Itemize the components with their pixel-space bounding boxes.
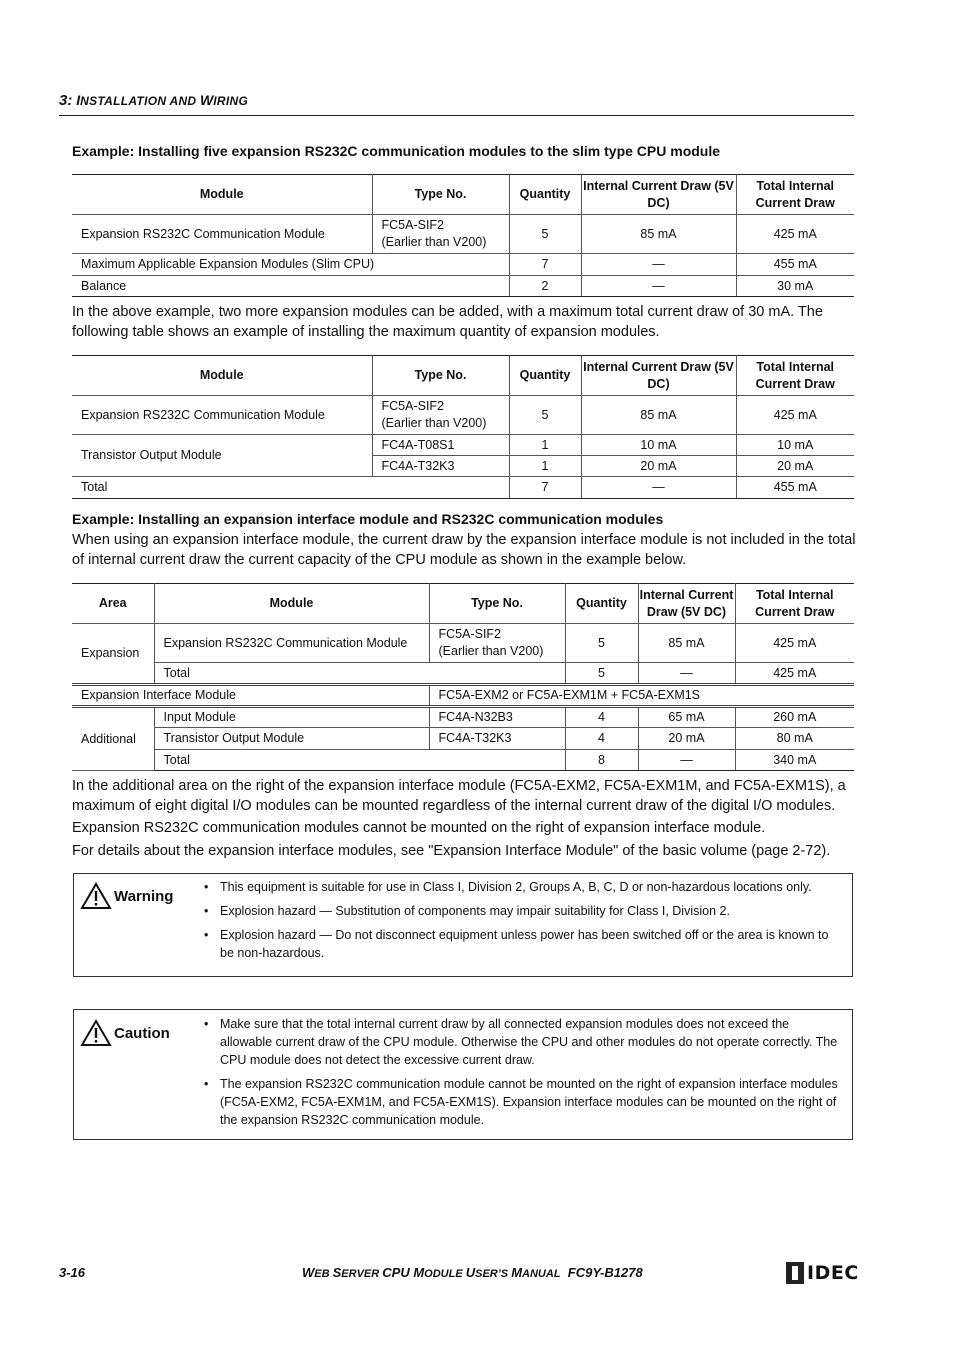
qty-cell: 5: [565, 663, 638, 685]
col-module: Module: [72, 175, 372, 215]
table-row: [72, 624, 854, 663]
qty-cell: 1: [509, 456, 581, 477]
col-quantity: Quantity: [509, 175, 581, 215]
total-cell: 80 mA: [735, 728, 854, 750]
qty-cell: 5: [509, 396, 581, 435]
list-item: • Make sure that the total internal current draw by all connected expansion modules does not exceed the allowable current draw of the CPU module. Otherwise the CPU and other modules do not operate correctly. The CPU module does not detect the excessive current draw.: [204, 1017, 838, 1067]
balance-label: Balance: [72, 276, 509, 297]
col-total-current: Total Internal Current Draw: [735, 584, 854, 624]
col-quantity: Quantity: [565, 584, 638, 624]
warning-triangle-icon: [80, 1019, 112, 1047]
table-row: [72, 396, 854, 435]
current-cell: —: [581, 254, 736, 276]
total-label: Total: [72, 477, 509, 499]
interface-type: FC5A-EXM2 or FC5A-EXM1M + FC5A-EXM1S: [429, 685, 854, 707]
type-cell: FC5A-SIF2 (Earlier than V200): [372, 396, 509, 435]
total-cell: 425 mA: [736, 215, 854, 254]
example1-heading: Example: Installing five expansion RS232C communication modules to the slim type CPU module: [72, 143, 721, 159]
chapter-number: 3:: [59, 92, 73, 109]
list-item: • The expansion RS232C communication module cannot be mounted on the right of expansion interface modules (FC5A-EXM2, FC5A-EXM1M, and FC5A-EXM1S). Expansion interface modules can be mounted on the right of the expansion RS232C communication module.: [204, 1077, 838, 1127]
total-label: Total: [154, 663, 565, 685]
type-cell: FC4A-N32B3: [429, 707, 565, 728]
total-cell: 455 mA: [736, 254, 854, 276]
table-header-row: [72, 356, 854, 396]
col-quantity: Quantity: [509, 356, 581, 396]
qty-cell: 2: [509, 276, 581, 297]
table-row-total: [72, 663, 854, 685]
chapter-title-part2: IRING: [213, 94, 249, 108]
chapter-title-initial: I: [76, 92, 81, 108]
qty-cell: 8: [565, 750, 638, 771]
table-row-interface: [72, 685, 854, 707]
module-cell: Transistor Output Module: [154, 728, 429, 750]
module-cell: Input Module: [154, 707, 429, 728]
current-cell: 85 mA: [581, 215, 736, 254]
total-cell: 455 mA: [736, 477, 854, 499]
col-module: Module: [154, 584, 429, 624]
type-cell: FC4A-T08S1: [372, 435, 509, 456]
col-internal-current: Internal Current Draw (5V DC): [638, 584, 735, 624]
module-cell: Expansion RS232C Communication Module: [72, 396, 372, 435]
type-cell: FC4A-T32K3: [372, 456, 509, 477]
chapter-title-initial-w: W: [200, 92, 214, 108]
total-cell: 260 mA: [735, 707, 854, 728]
table-row: [72, 435, 854, 456]
col-internal-current: Internal Current Draw (5V DC): [581, 356, 736, 396]
list-item: • Explosion hazard — Substitution of components may impair suitability for Class I, Division 2.: [204, 904, 730, 918]
total-cell: 10 mA: [736, 435, 854, 456]
table-header-row: [72, 584, 854, 624]
manual-code: FC9Y-B1278: [567, 1265, 643, 1280]
warning-box: [73, 873, 853, 977]
module-cell: Transistor Output Module: [72, 435, 372, 477]
type-cell: FC5A-SIF2 (Earlier than V200): [372, 215, 509, 254]
current-cell: 20 mA: [638, 728, 735, 750]
qty-cell: 5: [565, 624, 638, 663]
warning-label: Warning: [80, 882, 173, 910]
qty-cell: 7: [509, 254, 581, 276]
qty-cell: 1: [509, 435, 581, 456]
list-item: • This equipment is suitable for use in Class I, Division 2, Groups A, B, C, D or non-hazardous locations only.: [204, 880, 812, 894]
qty-cell: 7: [509, 477, 581, 499]
area-cell: Additional: [72, 707, 154, 771]
paragraph-4: For details about the expansion interface modules, see "Expansion Interface Module" of the basic volume (page 2-72).: [72, 843, 831, 859]
example2-table: [72, 355, 854, 499]
qty-cell: 4: [565, 707, 638, 728]
module-cell: Expansion RS232C Communication Module: [154, 624, 429, 663]
current-cell: 20 mA: [581, 456, 736, 477]
qty-cell: 4: [565, 728, 638, 750]
col-module: Module: [72, 356, 372, 396]
total-cell: 425 mA: [735, 624, 854, 663]
chapter-title-part1: NSTALLATION AND: [80, 94, 201, 108]
col-type: Type No.: [429, 584, 565, 624]
col-total-current: Total Internal Current Draw: [736, 175, 854, 215]
col-type: Type No.: [372, 175, 509, 215]
table-row-balance: [72, 276, 854, 297]
col-type: Type No.: [372, 356, 509, 396]
table-row: [72, 707, 854, 728]
current-cell: —: [581, 477, 736, 499]
paragraph-3: Expansion RS232C communication modules cannot be mounted on the right of expansion interface module.: [72, 820, 766, 836]
current-cell: —: [581, 276, 736, 297]
total-cell: 425 mA: [735, 663, 854, 685]
current-cell: —: [638, 663, 735, 685]
area-cell: Expansion: [72, 624, 154, 685]
total-cell: 20 mA: [736, 456, 854, 477]
table-row-max: [72, 254, 854, 276]
list-item: • Explosion hazard — Do not disconnect equipment unless power has been switched off or the area is known to be non-hazardous.: [204, 928, 829, 960]
current-cell: 65 mA: [638, 707, 735, 728]
current-cell: —: [638, 750, 735, 771]
total-label: Total: [154, 750, 565, 771]
warning-list: [204, 878, 840, 968]
interface-label: Expansion Interface Module: [72, 685, 429, 707]
total-cell: 30 mA: [736, 276, 854, 297]
caution-label: Caution: [80, 1019, 170, 1047]
example3-table: [72, 583, 854, 771]
type-cell: FC5A-SIF2 (Earlier than V200): [429, 624, 565, 663]
paragraph-1: In the above example, two more expansion modules can be added, with a maximum total current draw of 30 mA. The following table shows an example of installing the maximum quantity of expansion modules.: [72, 304, 823, 340]
page-number: 3-16: [59, 1265, 86, 1280]
warning-triangle-icon: [80, 882, 112, 910]
module-cell: Expansion RS232C Communication Module: [72, 215, 372, 254]
current-cell: 85 mA: [638, 624, 735, 663]
table-row: [72, 215, 854, 254]
col-area: Area: [72, 584, 154, 624]
table-header-row: [72, 175, 854, 215]
idec-logo: IDEC: [786, 1262, 859, 1284]
manual-title: WEB SERVER CPU MODULE USER’S MANUAL FC9Y-B1278: [302, 1265, 643, 1280]
table-row: [72, 728, 854, 750]
total-cell: 340 mA: [735, 750, 854, 771]
current-cell: 10 mA: [581, 435, 736, 456]
max-label: Maximum Applicable Expansion Modules (Slim CPU): [72, 254, 509, 276]
caution-list: [204, 1015, 840, 1135]
caution-box: [73, 1009, 853, 1140]
current-cell: 85 mA: [581, 396, 736, 435]
example3-intro: When using an expansion interface module, the current draw by the expansion interface module is not included in the total of internal current draw the current capacity of the CPU module as shown in the example below.: [72, 532, 856, 568]
total-cell: 425 mA: [736, 396, 854, 435]
table-row-total: [72, 750, 854, 771]
paragraph-2: In the additional area on the right of the expansion interface module (FC5A-EXM2, FC5A-EXM1M, and FC5A-EXM1S), a maximum of eight digital I/O modules can be mounted regardless of the internal current draw of the digital I/O modules.: [72, 778, 846, 814]
chapter-header: [59, 92, 854, 116]
qty-cell: 5: [509, 215, 581, 254]
type-cell: FC4A-T32K3: [429, 728, 565, 750]
example3-heading: Example: Installing an expansion interface module and RS232C communication modules: [72, 511, 664, 527]
table-row-total: [72, 477, 854, 499]
example1-table: [72, 174, 854, 297]
idec-logo-icon: [786, 1262, 804, 1284]
col-internal-current: Internal Current Draw (5V DC): [581, 175, 736, 215]
col-total-current: Total Internal Current Draw: [736, 356, 854, 396]
